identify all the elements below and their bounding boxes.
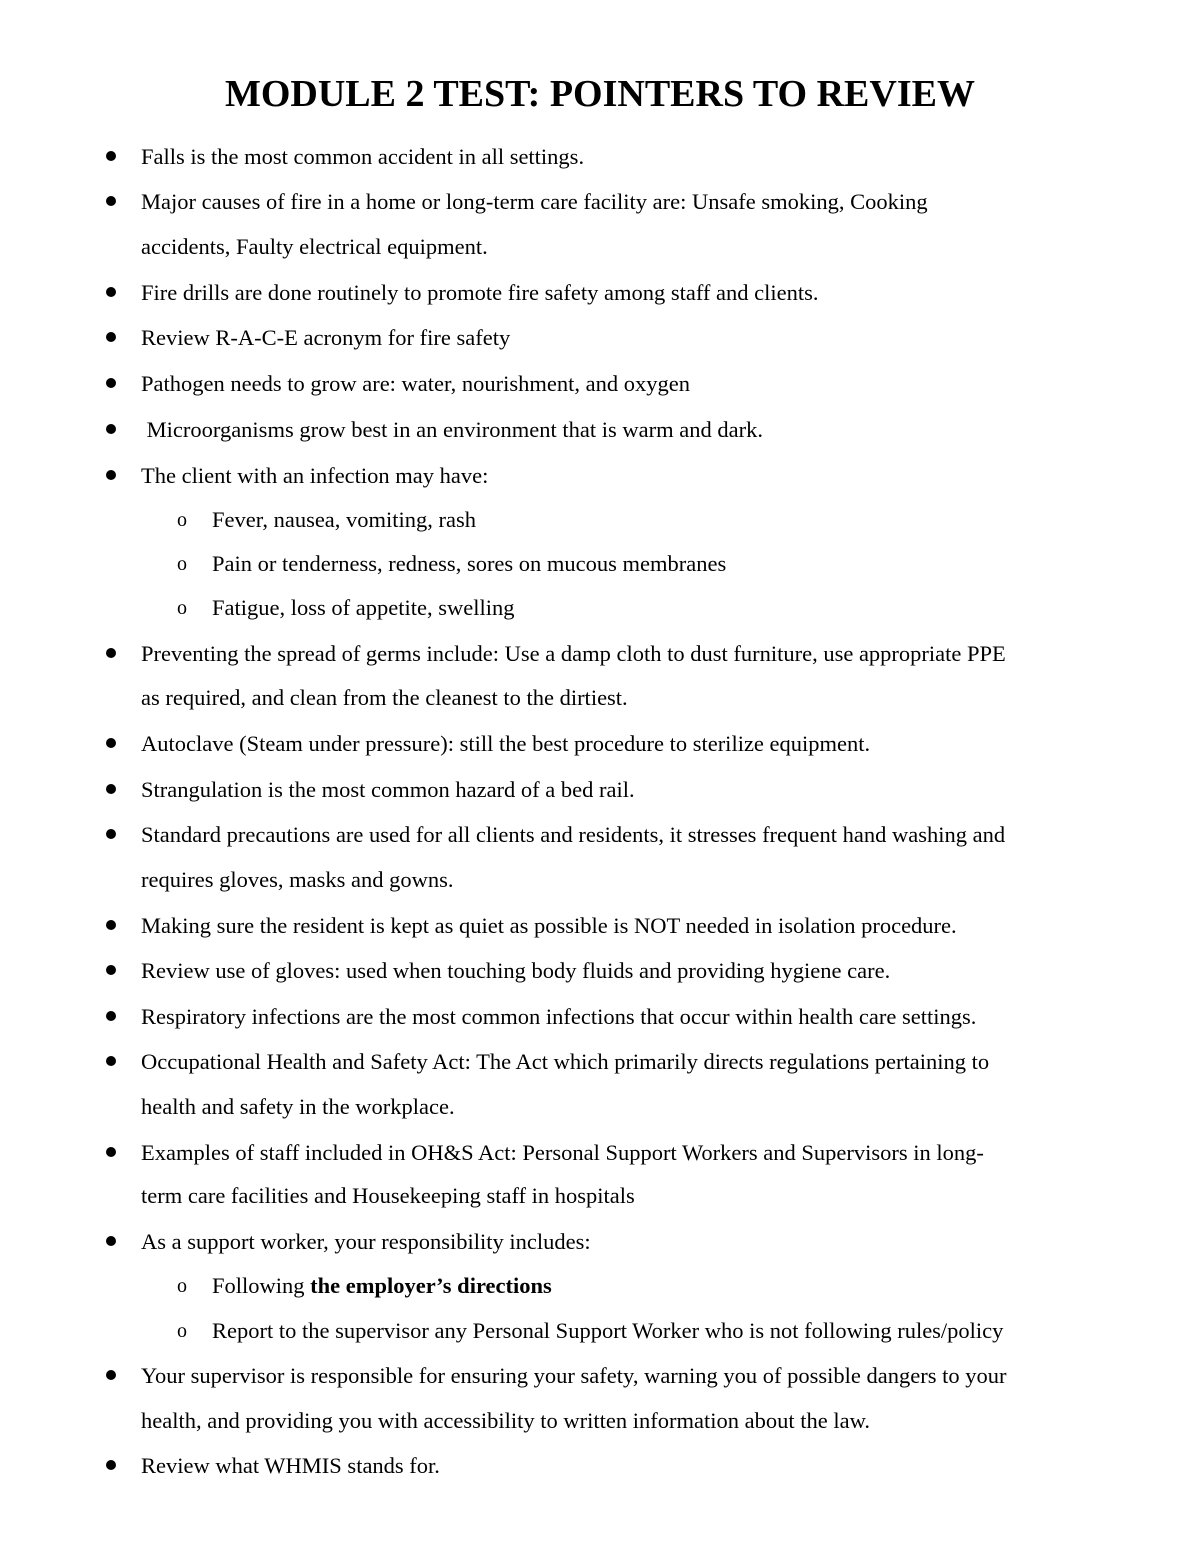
list-item: Major causes of fire in a home or long-term care facility are: Unsafe smoking, Cooking [141, 189, 928, 214]
emphasis-bold: the employer’s directions [310, 1273, 552, 1298]
list-item: Examples of staff included in OH&S Act: Personal Support Workers and Supervisors in long- [141, 1140, 984, 1165]
emphasis-prefix: Following [212, 1273, 311, 1298]
bullet-icon [106, 287, 116, 297]
list-item: Pathogen needs to grow are: water, nourishment, and oxygen [141, 371, 690, 396]
bullet-icon [106, 965, 116, 975]
sub-list-item-emphasis [212, 1271, 552, 1301]
bullet-icon [106, 424, 116, 434]
sub-list-item: Report to the supervisor any Personal Support Worker who is not following rules/policy [212, 1318, 1004, 1343]
bullet-icon [106, 378, 116, 388]
bullet-icon [106, 738, 116, 748]
bullet-icon [106, 332, 116, 342]
sub-list-item: Fever, nausea, vomiting, rash [212, 507, 477, 532]
list-item: Strangulation is the most common hazard of a bed rail. [141, 777, 635, 802]
list-item-continuation: health and safety in the workplace. [141, 1094, 455, 1119]
list-item: Respiratory infections are the most common infections that occur within health care settings. [141, 1004, 977, 1029]
list-item: Review what WHMIS stands for. [141, 1453, 440, 1478]
list-item: Occupational Health and Safety Act: The Act which primarily directs regulations pertaining to [141, 1049, 990, 1074]
list-item: Standard precautions are used for all clients and residents, it stresses frequent hand washing and [141, 822, 1006, 847]
list-item-continuation: accidents, Faulty electrical equipment. [141, 234, 488, 259]
list-item: Autoclave (Steam under pressure): still the best procedure to sterilize equipment. [141, 731, 871, 756]
list-item-continuation: term care facilities and Housekeeping staff in hospitals [141, 1183, 635, 1208]
list-item: The client with an infection may have: [141, 463, 489, 488]
list-item-continuation: as required, and clean from the cleanest to the dirtiest. [141, 685, 628, 710]
bullet-icon [106, 784, 116, 794]
bullet-icon [106, 1011, 116, 1021]
list-item-continuation: health, and providing you with accessibility to written information about the law. [141, 1408, 871, 1433]
bullet-icon [106, 196, 116, 206]
list-item: Fire drills are done routinely to promote fire safety among staff and clients. [141, 280, 819, 305]
bullet-icon [106, 1460, 116, 1470]
sub-bullet-icon: o [177, 1320, 187, 1342]
sub-bullet-icon: o [177, 597, 187, 619]
sub-list-item: Pain or tenderness, redness, sores on mucous membranes [212, 551, 727, 576]
bullet-icon [106, 470, 116, 480]
bullet-icon [106, 920, 116, 930]
bullet-icon [106, 1056, 116, 1066]
list-item: Review use of gloves: used when touching body fluids and providing hygiene care. [141, 958, 891, 983]
bullet-icon [106, 151, 116, 161]
sub-bullet-icon: o [177, 553, 187, 575]
sub-bullet-icon: o [177, 1275, 187, 1297]
list-item-continuation: requires gloves, masks and gowns. [141, 867, 454, 892]
bullet-icon [106, 829, 116, 839]
bullet-icon [106, 1370, 116, 1380]
list-item: Making sure the resident is kept as quiet as possible is NOT needed in isolation procedure. [141, 913, 957, 938]
sub-bullet-icon: o [177, 509, 187, 531]
list-item: Falls is the most common accident in all settings. [141, 144, 585, 169]
bullet-icon [106, 1236, 116, 1246]
list-item: Review R-A-C-E acronym for fire safety [141, 325, 511, 350]
sub-list-item: Fatigue, loss of appetite, swelling [212, 595, 515, 620]
list-item: As a support worker, your responsibility includes: [141, 1229, 591, 1254]
page-title: MODULE 2 TEST: POINTERS TO REVIEW [225, 73, 975, 115]
list-item: Preventing the spread of germs include: Use a damp cloth to dust furniture, use appropriate PPE [141, 641, 1006, 666]
list-item: Your supervisor is responsible for ensuring your safety, warning you of possible dangers to your [141, 1363, 1007, 1388]
bullet-icon [106, 1147, 116, 1157]
bullet-icon [106, 648, 116, 658]
list-item: Microorganisms grow best in an environment that is warm and dark. [141, 417, 763, 442]
